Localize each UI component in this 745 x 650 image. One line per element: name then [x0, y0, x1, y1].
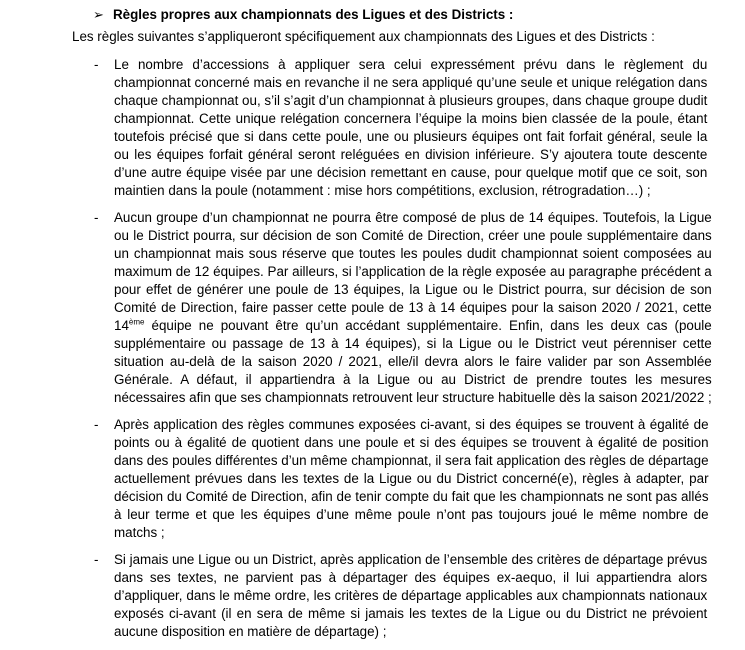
- text-line: ou les équipes forfait général seront reléguées en division inférieure. S’y ajoutera toute descente: [114, 147, 708, 162]
- text-line: matchs ;: [114, 525, 165, 540]
- arrow-bullet-icon: ➢: [93, 7, 104, 22]
- text-line: maintien dans la poule (notamment : mise hors compétitions, exclusion, rétrogradation…) ;: [114, 183, 651, 198]
- text-line: exposés ci-avant (il en sera de même si jamais les textes de la Ligue ou du District ne prévoient: [114, 606, 708, 621]
- section-heading: [93, 6, 513, 24]
- text-line: championnat. Cette unique relégation concernera l’équipe la moins bien classée de la poule, étant: [114, 111, 708, 126]
- text-line: Si jamais une Ligue ou un District, après application de l’ensemble des critères de départage prévus: [114, 552, 708, 567]
- list-item-text: [114, 416, 709, 542]
- dash-bullet: -: [94, 417, 99, 432]
- list-item: [94, 209, 712, 407]
- ordinal-superscript: ème: [128, 317, 145, 327]
- list-item-text: [114, 551, 707, 641]
- dash-bullet: -: [94, 210, 99, 225]
- text-line: supplémentaire ou passage de 13 à 14 équipes), si la Ligue ou le District veut pérenniser cette: [114, 336, 712, 351]
- text-line: dans ses textes, ne parvient pas à départager des équipes ex-aequo, il lui appartiendra alors: [114, 570, 708, 585]
- list-item-text: [114, 56, 707, 200]
- text-line: situation au-delà de la saison 2020 / 2021, elle/il devra alors le faire valider par son Assemblée: [114, 354, 712, 369]
- list-item-text: [114, 209, 712, 407]
- text-line: d’appliquer, dans le même ordre, les critères de départage applicables aux championnats nationaux: [114, 588, 708, 603]
- text-line: à leur terme et que les équipes d’une même poule n’ont pas toujours joué le même nombre de: [114, 507, 709, 522]
- list-item: [94, 56, 708, 200]
- dash-bullet: -: [94, 552, 99, 567]
- list-item: [94, 416, 709, 542]
- text-line: d’une autre équipe visée par une décision remettant en cause, pour quelque motif que ce soit, son: [114, 165, 708, 180]
- rules-list: [94, 56, 712, 650]
- section-heading-text: Règles propres aux championnats des Ligues et des Districts :: [113, 7, 514, 22]
- text-line: actuellement prévues dans les textes de la Ligue ou du District concerné(e), règles à adapter, par: [114, 471, 709, 486]
- text-line: maximum de 12 équipes. Par ailleurs, si l’application de la règle exposée au paragraphe précédent a: [114, 264, 712, 279]
- text-line: championnat concerné mais en revanche il ne sera appliqué qu’une seule et unique relégation dans: [114, 75, 708, 90]
- text-line: Aucun groupe d’un championnat ne pourra être composé de plus de 14 équipes. Toutefois, la Ligue: [114, 210, 712, 225]
- text-line: Générale. A défaut, il appartiendra à la Ligue ou au District de prendre toutes les mesures: [114, 372, 712, 387]
- text-line: dans des poules différentes d’un même championnat, il sera fait application des règles de départage: [114, 453, 709, 468]
- text-line: Le nombre d’accessions à appliquer sera celui expressément prévu dans le règlement du: [114, 57, 708, 72]
- text-line: un championnat mais sous réserve que toutes les poules dudit championnat soient composées au: [114, 246, 712, 261]
- text-line: Après application des règles communes exposées ci-avant, si des équipes se trouvent à égalité de: [114, 417, 709, 432]
- text-line: points ou à égalité de quotient dans une poule et si des équipes se trouvent à égalité de position: [114, 435, 709, 450]
- text-line: toutefois précisé que si dans cette poule, une ou plusieurs équipes ont fait forfait général, seule la: [114, 129, 708, 144]
- text-line: aucune disposition en matière de départage) ;: [114, 624, 387, 639]
- dash-bullet: -: [94, 57, 99, 72]
- list-item: [94, 551, 708, 641]
- text-line: Comité de Direction, faire passer cette poule de 13 à 14 équipes pour la saison 2020 / 2021, cette: [114, 300, 712, 315]
- text-line: ou le District pourra, sur décision de son Comité de Direction, créer une poule supplémentaire dans: [114, 228, 712, 243]
- text-line: pour effet de générer une poule de 13 équipes, la Ligue ou le District pourra, sur décision de son: [114, 282, 712, 297]
- text-line: chaque championnat ou, s’il s’agit d’un championnat à plusieurs groupes, dans chaque groupe dudit: [114, 93, 708, 108]
- text-line: nécessaires afin que ses championnats retrouvent leur structure habituelle dès la saison 2021/2022 ;: [114, 390, 712, 405]
- intro-paragraph: Les règles suivantes s’appliqueront spécifiquement aux championnats des Ligues et des Districts :: [72, 29, 655, 44]
- text-line-with-superscript: 14ème équipe ne pouvant être qu’un accédant supplémentaire. Enfin, dans les deux cas (poule: [114, 317, 712, 333]
- text-line: décision du Comité de Direction, afin de tenir compte du fait que les championnats ne sont pas allés: [114, 489, 709, 504]
